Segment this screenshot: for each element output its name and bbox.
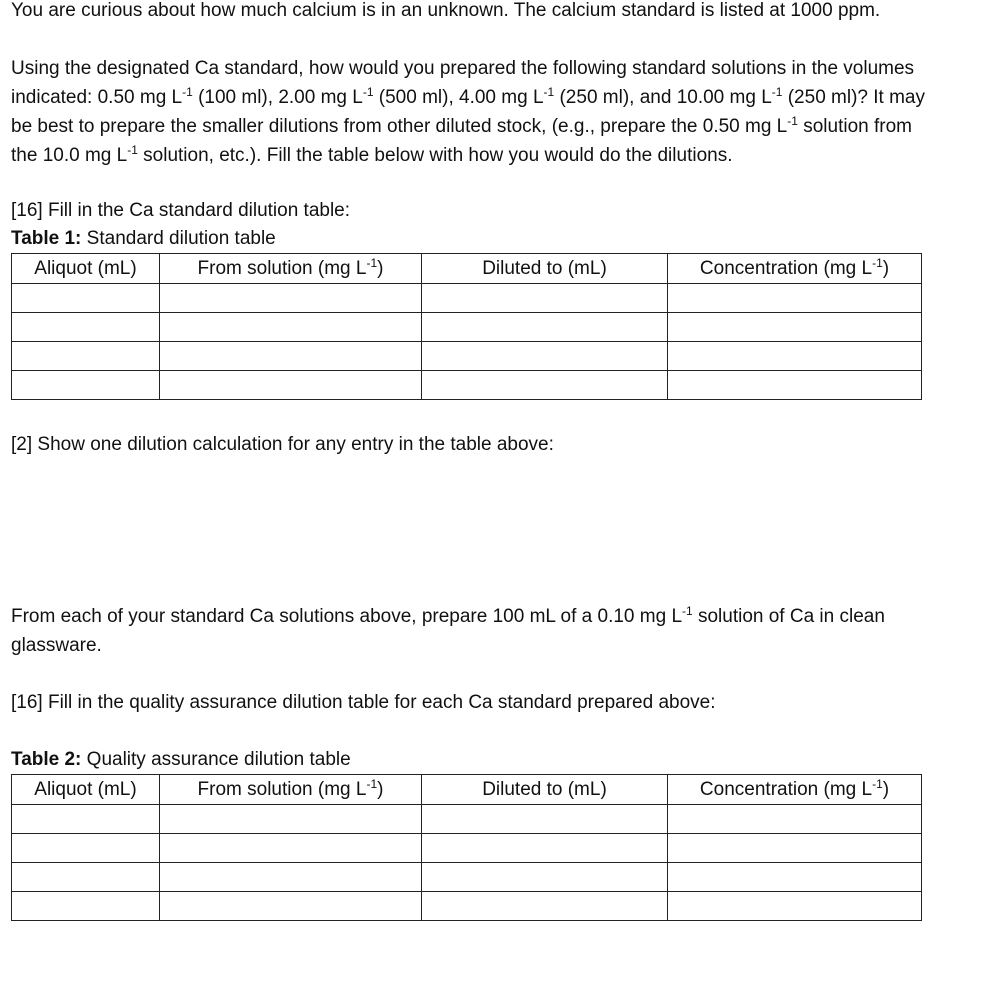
table-row (12, 371, 922, 400)
table-row (12, 863, 922, 892)
aliquot-cell[interactable] (12, 313, 160, 342)
table2-prompt: [16] Fill in the quality assurance dilution table for each Ca standard prepared above: (11, 692, 716, 713)
standard-dilution-table (11, 253, 922, 400)
table-row (12, 805, 922, 834)
instructions-text-g: solution, etc.). Fill the table below with how you would do the dilutions. (137, 145, 733, 166)
table1-caption-label: Table 1: (11, 228, 82, 249)
unit-superscript: -1 (682, 604, 693, 618)
from-solution-cell[interactable] (160, 805, 422, 834)
concentration-cell[interactable] (668, 834, 922, 863)
table1-caption-title: Standard dilution table (81, 228, 276, 249)
paren-close: ) (882, 779, 890, 800)
aliquot-cell[interactable] (12, 834, 160, 863)
header-from-solution-text: From solution (mg L (197, 258, 367, 279)
unit-superscript: -1 (362, 85, 374, 99)
unit-superscript: -1 (787, 114, 798, 128)
unit-superscript: -1 (872, 777, 883, 791)
header-aliquot (12, 775, 160, 805)
unit-superscript: -1 (771, 85, 783, 99)
qa-intro-paragraph (11, 602, 926, 660)
table2-caption-title: Quality assurance dilution table (81, 749, 351, 770)
table1-caption (11, 225, 926, 253)
instructions-text-a: Using the designated Ca standard, how would you prepared the following standard solutions in the volumes indicated: 0.50 mg L (11, 58, 915, 108)
qa-intro-text-b: solution of Ca in clean glassware. (11, 606, 885, 656)
paren-close: ) (377, 779, 384, 800)
intro-paragraph (11, 0, 926, 25)
diluted-to-cell[interactable] (422, 863, 668, 892)
header-diluted-to (422, 254, 668, 284)
table-row (12, 313, 922, 342)
paren-close: ) (377, 258, 384, 279)
aliquot-cell[interactable] (12, 284, 160, 313)
table-row (12, 342, 922, 371)
aliquot-cell[interactable] (12, 892, 160, 921)
table2-caption-label: Table 2: (11, 749, 82, 770)
worksheet-page (11, 0, 926, 921)
aliquot-cell[interactable] (12, 805, 160, 834)
table1-prompt: [16] Fill in the Ca standard dilution table: (11, 200, 351, 221)
header-from-solution-text: From solution (mg L (197, 779, 367, 800)
concentration-cell[interactable] (668, 342, 922, 371)
table-row (12, 892, 922, 921)
qa-intro-text-a: From each of your standard Ca solutions above, prepare 100 mL of a 0.10 mg L (11, 606, 683, 627)
paren-close: ) (882, 258, 890, 279)
unit-superscript: -1 (543, 85, 555, 99)
table-row (12, 284, 922, 313)
header-concentration (668, 254, 922, 284)
instructions-text-b: (100 ml), 2.00 mg L (192, 87, 363, 108)
concentration-cell[interactable] (668, 805, 922, 834)
from-solution-cell[interactable] (160, 371, 422, 400)
from-solution-cell[interactable] (160, 834, 422, 863)
instructions-text-c: (500 ml), 4.00 mg L (373, 87, 544, 108)
unit-superscript: -1 (182, 85, 193, 99)
table2-header-row (12, 775, 922, 805)
instructions-text-e: (250 ml)? It may be best to prepare the smaller dilutions from other diluted stock, (e.g., prepare the 0.50 mg L (11, 87, 925, 137)
header-aliquot-text: Aliquot (mL) (34, 258, 137, 279)
diluted-to-cell[interactable] (422, 892, 668, 921)
instructions-text-f: solution from the 10.0 mg L (11, 116, 912, 166)
table1-header-row (12, 254, 922, 284)
from-solution-cell[interactable] (160, 892, 422, 921)
header-diluted-to-text: Diluted to (mL) (482, 258, 607, 279)
unit-superscript: -1 (366, 256, 378, 270)
header-from-solution (160, 775, 422, 805)
diluted-to-cell[interactable] (422, 834, 668, 863)
header-diluted-to-text: Diluted to (mL) (482, 779, 607, 800)
diluted-to-cell[interactable] (422, 313, 668, 342)
diluted-to-cell[interactable] (422, 342, 668, 371)
from-solution-cell[interactable] (160, 342, 422, 371)
header-aliquot-text: Aliquot (mL) (34, 779, 137, 800)
from-solution-cell[interactable] (160, 863, 422, 892)
header-from-solution (160, 254, 422, 284)
from-solution-cell[interactable] (160, 284, 422, 313)
aliquot-cell[interactable] (12, 371, 160, 400)
unit-superscript: -1 (366, 777, 378, 791)
header-concentration (668, 775, 922, 805)
concentration-cell[interactable] (668, 892, 922, 921)
table2-caption (11, 746, 926, 774)
concentration-cell[interactable] (668, 863, 922, 892)
concentration-cell[interactable] (668, 313, 922, 342)
table-row (12, 834, 922, 863)
header-concentration-text: Concentration (mg L (699, 779, 873, 800)
header-aliquot (12, 254, 160, 284)
diluted-to-cell[interactable] (422, 371, 668, 400)
diluted-to-cell[interactable] (422, 805, 668, 834)
header-diluted-to (422, 775, 668, 805)
unit-superscript: -1 (127, 143, 138, 157)
concentration-cell[interactable] (668, 284, 922, 313)
instructions-text-d: (250 ml), and 10.00 mg L (554, 87, 772, 108)
qa-dilution-table (11, 774, 922, 921)
aliquot-cell[interactable] (12, 863, 160, 892)
unit-superscript: -1 (872, 256, 883, 270)
calculation-prompt: [2] Show one dilution calculation for any entry in the table above: (11, 434, 554, 455)
instructions-paragraph (11, 54, 926, 170)
diluted-to-cell[interactable] (422, 284, 668, 313)
intro-text: You are curious about how much calcium is in an unknown. The calcium standard is listed at 1000 ppm. (11, 0, 881, 21)
aliquot-cell[interactable] (12, 342, 160, 371)
header-concentration-text: Concentration (mg L (699, 258, 873, 279)
concentration-cell[interactable] (668, 371, 922, 400)
from-solution-cell[interactable] (160, 313, 422, 342)
